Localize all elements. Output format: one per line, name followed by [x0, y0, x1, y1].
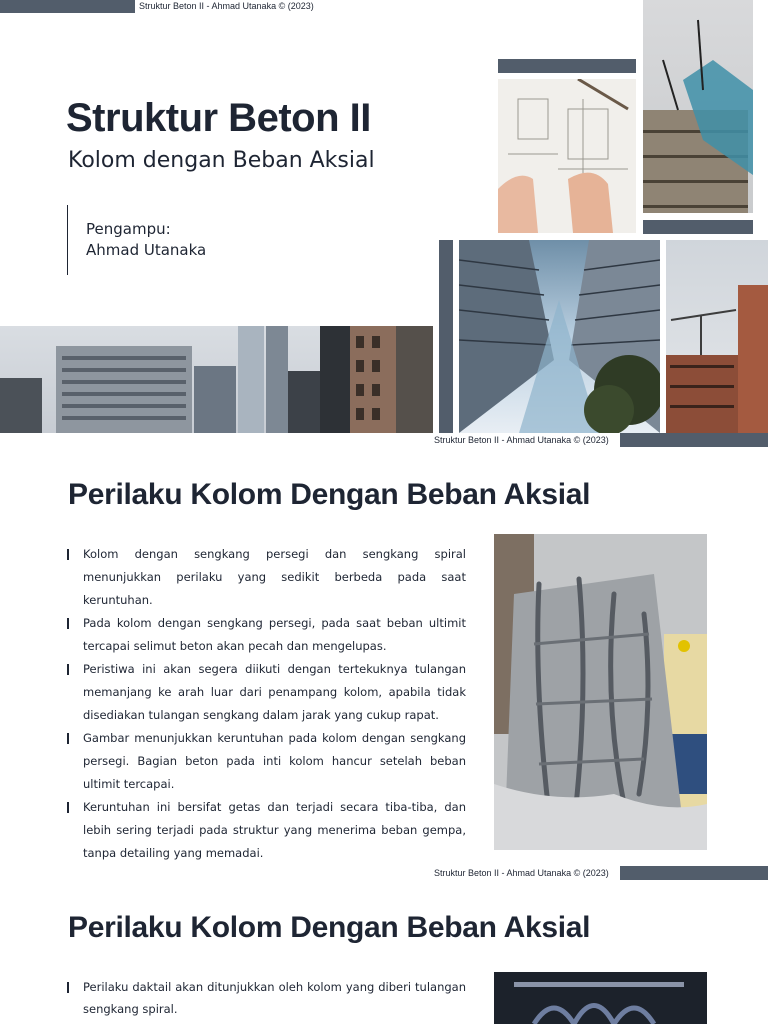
column-failure-photo	[494, 534, 707, 850]
lecturer-divider	[67, 205, 68, 275]
list-item: Perilaku daktail akan ditunjukkan oleh kolom yang diberi tulangan sengkang spiral.	[66, 976, 466, 1020]
list-item: Kolom dengan sengkang persegi dan sengkang spiral menunjukkan perilaku yang sedikit berbeda pada saat keruntuhan.	[66, 543, 466, 612]
blueprint-photo	[498, 79, 636, 233]
list-item: Peristiwa ini akan segera diikuti dengan tertekuknya tulangan memanjang ke arah luar dari penampang kolom, apabila tidak disediakan tulangan sengkang dalam jarak yang cukup rapat.	[66, 658, 466, 727]
slide2-footer-text: Struktur Beton II - Ahmad Utanaka © (2023)	[434, 868, 609, 878]
slide1-footer-text: Struktur Beton II - Ahmad Utanaka © (2023)	[434, 435, 609, 445]
top-accent-bar	[0, 0, 135, 13]
spiral-column-photo	[494, 972, 707, 1024]
list-item: Pada kolom dengan sengkang persegi, pada saat beban ultimit tercapai selimut beton akan pecah dan mengelupas.	[66, 612, 466, 658]
slide3-title: Perilaku Kolom Dengan Beban Aksial	[68, 911, 591, 944]
crane-building-photo	[666, 240, 768, 433]
collage-accent-bar-right	[643, 220, 753, 234]
list-item: Gambar menunjukkan keruntuhan pada kolom dengan sengkang persegi. Bagian beton pada inti kolom hancur setelah beban ultimit tercapai.	[66, 727, 466, 796]
lecturer-label: Pengampu:	[86, 220, 171, 238]
slide2-title: Perilaku Kolom Dengan Beban Aksial	[68, 478, 591, 511]
page-subtitle: Kolom dengan Beban Aksial	[68, 148, 375, 173]
construction-scaffold-photo	[643, 0, 753, 213]
glass-tower-photo	[459, 240, 660, 433]
skyline-photo	[0, 326, 433, 433]
header-footer-text: Struktur Beton II - Ahmad Utanaka © (2023)	[139, 1, 314, 11]
collage-accent-bar-top	[498, 59, 636, 73]
lecturer-name: Ahmad Utanaka	[86, 241, 207, 259]
slide2-bullet-list	[66, 543, 466, 865]
collage-accent-bar-vertical	[439, 240, 453, 433]
list-item: Keruntuhan ini bersifat getas dan terjadi secara tiba-tiba, dan lebih sering terjadi pada struktur yang menerima beban gempa, tanpa detailing yang memadai.	[66, 796, 466, 865]
slide2-footer-bar	[620, 866, 768, 880]
page-title: Struktur Beton II	[66, 96, 371, 140]
slide3-bullet-list	[66, 976, 466, 1020]
slide1-footer-bar	[620, 433, 768, 447]
